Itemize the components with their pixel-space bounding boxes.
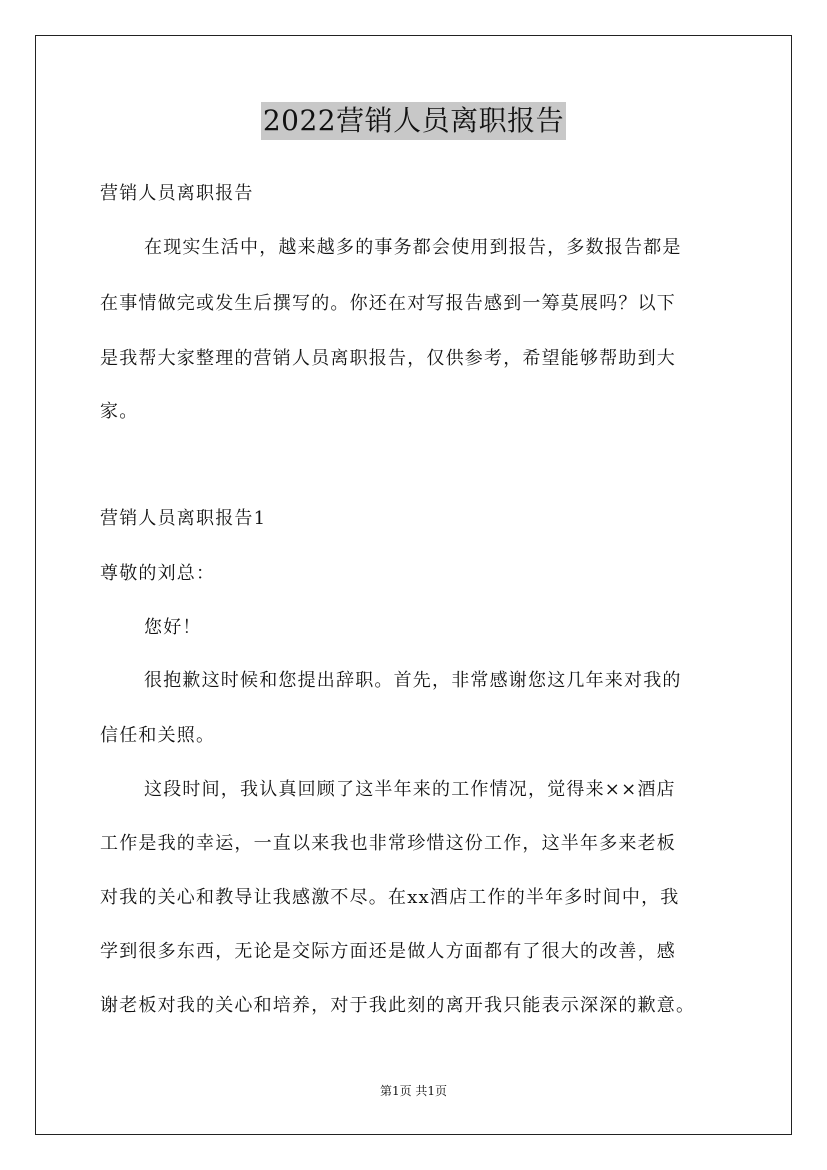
intro-line: 是我帮大家整理的营销人员离职报告，仅供参考，希望能够帮助到大 [100,348,676,369]
paragraph-line: 信任和关照。 [100,725,216,746]
paragraph-line: 谢老板对我的关心和培养，对于我此刻的离开我只能表示深深的歉意。 [100,995,696,1016]
paragraph-line: 学到很多东西，无论是交际方面还是做人方面都有了很大的改善，感 [100,941,676,962]
title-container [0,102,827,140]
intro-line: 家。 [100,401,139,422]
paragraph-line: 对我的关心和教导让我感激不尽。在xx酒店工作的半年多时间中，我 [100,887,680,908]
intro-line: 在事情做完或发生后撰写的。你还在对写报告感到一筹莫展吗？以下 [100,293,676,314]
salutation: 尊敬的刘总： [100,563,216,584]
page-footer: 第1页 共1页 [379,1084,448,1098]
subtitle: 营销人员离职报告 [100,183,254,204]
paragraph-line: 这段时间，我认真回顾了这半年来的工作情况，觉得来××酒店 [144,779,676,800]
section-heading: 营销人员离职报告1 [100,508,267,529]
document-title: 2022营销人员离职报告 [261,102,566,140]
intro-line: 在现实生活中，越来越多的事务都会使用到报告，多数报告都是 [144,237,682,258]
greeting: 您好！ [144,617,202,638]
paragraph-line: 很抱歉这时候和您提出辞职。首先，非常感谢您这几年来对我的 [144,670,682,691]
paragraph-line: 工作是我的幸运，一直以来我也非常珍惜这份工作，这半年多来老板 [100,833,676,854]
